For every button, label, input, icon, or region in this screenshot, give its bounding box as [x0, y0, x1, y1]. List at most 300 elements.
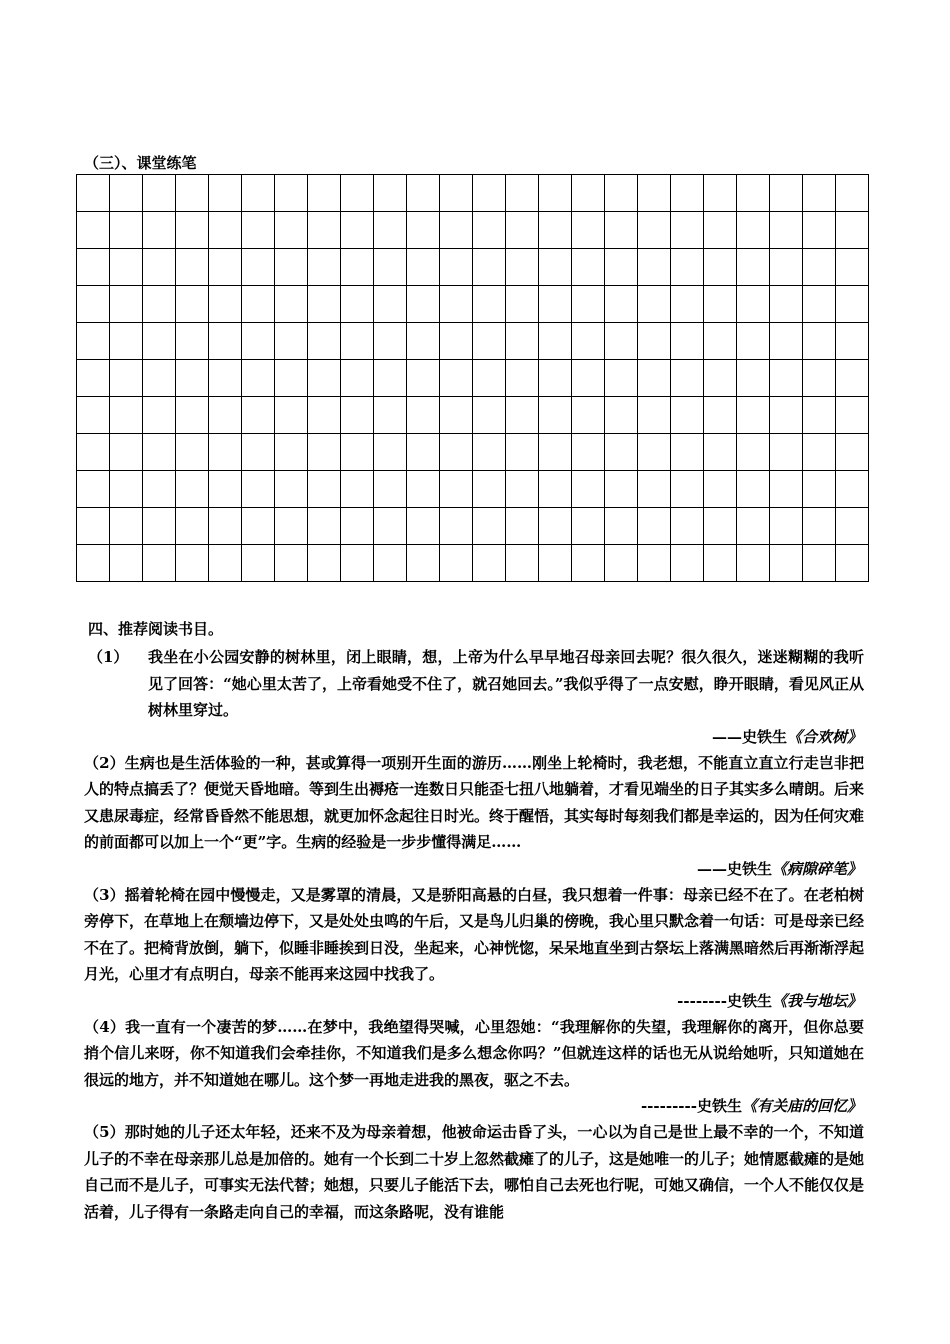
passage-1 — [84, 644, 864, 724]
grid-cell — [803, 434, 836, 471]
grid-cell — [704, 434, 737, 471]
grid-cell — [836, 545, 869, 582]
grid-cell — [803, 249, 836, 286]
grid-cell — [836, 212, 869, 249]
grid-cell — [671, 508, 704, 545]
passage-text: 我一直有一个凄苦的梦……在梦中，我绝望得哭喊，心里怨她：“我理解你的失望，我理解你的离开，但你总要捎个信儿来呀，你不知道我们会牵挂你，不知道我们是多么想念你吗？”但就连这样的话也无从说给她听，只知道她在很远的地方，并不知道她在哪儿。这个梦一再地走进我的黑夜，驱之不去。 — [84, 1017, 864, 1089]
reading-section-title: 四、推荐阅读书目。 — [88, 620, 224, 638]
grid-row — [77, 397, 869, 434]
grid-row — [77, 471, 869, 508]
passage-source — [84, 1093, 862, 1119]
grid-cell — [737, 249, 770, 286]
grid-cell — [176, 471, 209, 508]
grid-cell — [572, 508, 605, 545]
grid-cell — [176, 212, 209, 249]
grid-cell — [242, 397, 275, 434]
grid-cell — [275, 471, 308, 508]
grid-cell — [341, 286, 374, 323]
grid-cell — [836, 360, 869, 397]
grid-cell — [407, 249, 440, 286]
grid-cell — [770, 434, 803, 471]
passage-number: （2） — [84, 753, 125, 772]
grid-cell — [440, 360, 473, 397]
grid-cell — [110, 323, 143, 360]
grid-cell — [605, 286, 638, 323]
grid-cell — [341, 212, 374, 249]
grid-cell — [770, 323, 803, 360]
grid-cell — [407, 360, 440, 397]
grid-cell — [110, 471, 143, 508]
grid-cell — [572, 286, 605, 323]
grid-row — [77, 360, 869, 397]
grid-cell — [242, 545, 275, 582]
grid-row — [77, 249, 869, 286]
grid-cell — [506, 360, 539, 397]
grid-cell — [176, 360, 209, 397]
grid-cell — [638, 212, 671, 249]
grid-cell — [539, 397, 572, 434]
source-book: 《病隙碎笔》 — [771, 859, 862, 878]
grid-cell — [473, 286, 506, 323]
grid-cell — [209, 434, 242, 471]
grid-cell — [803, 471, 836, 508]
grid-cell — [308, 323, 341, 360]
grid-cell — [770, 249, 803, 286]
grid-cell — [539, 212, 572, 249]
grid-cell — [737, 471, 770, 508]
source-author: ——史铁生 — [711, 727, 787, 746]
grid-cell — [506, 434, 539, 471]
grid-cell — [308, 249, 341, 286]
passage-5 — [84, 1119, 864, 1225]
grid-cell — [638, 286, 671, 323]
grid-cell — [77, 212, 110, 249]
grid-cell — [770, 286, 803, 323]
grid-cell — [506, 323, 539, 360]
grid-cell — [110, 397, 143, 434]
passage-number: （5） — [84, 1123, 125, 1141]
grid-cell — [572, 212, 605, 249]
grid-cell — [176, 397, 209, 434]
grid-cell — [374, 360, 407, 397]
grid-cell — [737, 545, 770, 582]
grid-cell — [671, 175, 704, 212]
grid-row — [77, 212, 869, 249]
grid-cell — [539, 434, 572, 471]
grid-cell — [308, 286, 341, 323]
grid-cell — [605, 175, 638, 212]
grid-cell — [110, 508, 143, 545]
grid-cell — [374, 286, 407, 323]
grid-cell — [143, 545, 176, 582]
source-book: 《有关庙的回忆》 — [741, 1097, 862, 1115]
grid-cell — [539, 545, 572, 582]
grid-cell — [176, 175, 209, 212]
grid-cell — [341, 434, 374, 471]
writing-grid — [76, 174, 869, 582]
grid-cell — [671, 545, 704, 582]
grid-cell — [374, 508, 407, 545]
grid-cell — [770, 508, 803, 545]
grid-cell — [407, 471, 440, 508]
grid-cell — [473, 249, 506, 286]
grid-cell — [242, 360, 275, 397]
grid-cell — [143, 471, 176, 508]
grid-cell — [473, 175, 506, 212]
passage-text: 摇着轮椅在园中慢慢走，又是雾罩的清晨，又是骄阳高悬的白昼，我只想着一件事：母亲已经不在了。在老柏树旁停下，在草地上在颓墙边停下，又是处处虫鸣的午后，又是鸟儿归巢的傍晚，我心里只默念着一句话：可是母亲已经不在了。把椅背放倒，躺下，似睡非睡挨到日没，坐起来，心神恍惚，呆呆地直坐到古祭坛上落满黑暗然后再渐渐浮起月光，心里才有点明白，母亲不能再来这园中找我了。 — [84, 885, 865, 983]
grid-cell — [341, 360, 374, 397]
grid-cell — [473, 508, 506, 545]
grid-cell — [671, 471, 704, 508]
grid-cell — [143, 508, 176, 545]
grid-cell — [737, 508, 770, 545]
passage-text: 那时她的儿子还太年轻，还来不及为母亲着想，他被命运击昏了头，一心以为自己是世上最不幸的一个，不知道儿子的不幸在母亲那儿总是加倍的。她有一个长到二十岁上忽然截瘫了的儿子，这是她唯一的儿子；她情愿截瘫的是她自己而不是儿子，可事实无法代替；她想，只要儿子能活下去，哪怕自己去死也行呢，可她又确信，一个人不能仅仅是活着，儿子得有一条路走向自己的幸福，而这条路呢，没有谁能 — [84, 1123, 865, 1221]
passage-source — [84, 856, 862, 882]
grid-cell — [110, 434, 143, 471]
grid-cell — [440, 212, 473, 249]
recommended-reading — [84, 618, 864, 1225]
grid-cell — [407, 175, 440, 212]
grid-cell — [440, 508, 473, 545]
grid-cell — [407, 212, 440, 249]
grid-cell — [539, 508, 572, 545]
grid-cell — [572, 249, 605, 286]
grid-cell — [176, 323, 209, 360]
grid-cell — [671, 249, 704, 286]
grid-cell — [605, 508, 638, 545]
grid-cell — [704, 397, 737, 434]
grid-cell — [77, 175, 110, 212]
grid-cell — [539, 471, 572, 508]
grid-cell — [737, 360, 770, 397]
grid-cell — [308, 545, 341, 582]
grid-cell — [737, 212, 770, 249]
grid-cell — [803, 360, 836, 397]
grid-cell — [572, 434, 605, 471]
grid-cell — [308, 434, 341, 471]
grid-cell — [143, 360, 176, 397]
grid-cell — [506, 545, 539, 582]
grid-cell — [539, 360, 572, 397]
grid-cell — [737, 323, 770, 360]
grid-cell — [242, 471, 275, 508]
grid-cell — [308, 508, 341, 545]
grid-cell — [407, 434, 440, 471]
grid-cell — [77, 545, 110, 582]
grid-cell — [209, 249, 242, 286]
grid-cell — [176, 508, 209, 545]
grid-cell — [242, 212, 275, 249]
grid-cell — [836, 175, 869, 212]
grid-cell — [209, 471, 242, 508]
grid-cell — [110, 360, 143, 397]
grid-cell — [77, 249, 110, 286]
passage-number: （4） — [84, 1017, 126, 1036]
grid-cell — [110, 286, 143, 323]
grid-cell — [638, 323, 671, 360]
grid-cell — [209, 212, 242, 249]
grid-cell — [506, 508, 539, 545]
grid-cell — [671, 323, 704, 360]
grid-cell — [77, 508, 110, 545]
grid-cell — [275, 212, 308, 249]
grid-cell — [704, 286, 737, 323]
grid-cell — [770, 545, 803, 582]
grid-cell — [143, 323, 176, 360]
grid-cell — [605, 545, 638, 582]
grid-cell — [605, 212, 638, 249]
grid-cell — [275, 508, 308, 545]
grid-cell — [275, 323, 308, 360]
grid-cell — [605, 434, 638, 471]
grid-cell — [242, 175, 275, 212]
grid-cell — [242, 434, 275, 471]
grid-cell — [242, 508, 275, 545]
grid-cell — [110, 249, 143, 286]
grid-cell — [836, 471, 869, 508]
grid-cell — [836, 397, 869, 434]
grid-cell — [605, 471, 638, 508]
grid-cell — [176, 249, 209, 286]
grid-cell — [407, 286, 440, 323]
passage-number: （3） — [84, 885, 125, 904]
grid-cell — [737, 175, 770, 212]
grid-cell — [803, 508, 836, 545]
grid-cell — [473, 434, 506, 471]
grid-cell — [77, 434, 110, 471]
grid-cell — [110, 545, 143, 582]
grid-row — [77, 323, 869, 360]
grid-cell — [374, 249, 407, 286]
grid-cell — [803, 545, 836, 582]
grid-cell — [506, 471, 539, 508]
grid-cell — [407, 397, 440, 434]
grid-cell — [308, 471, 341, 508]
grid-row — [77, 545, 869, 582]
grid-row — [77, 175, 869, 212]
grid-cell — [209, 323, 242, 360]
grid-cell — [209, 360, 242, 397]
grid-cell — [737, 434, 770, 471]
grid-cell — [407, 323, 440, 360]
grid-cell — [308, 397, 341, 434]
grid-cell — [77, 471, 110, 508]
grid-cell — [605, 323, 638, 360]
grid-cell — [275, 286, 308, 323]
grid-cell — [770, 360, 803, 397]
grid-cell — [77, 360, 110, 397]
grid-cell — [440, 545, 473, 582]
grid-cell — [704, 323, 737, 360]
grid-cell — [374, 545, 407, 582]
grid-cell — [209, 397, 242, 434]
grid-cell — [341, 545, 374, 582]
grid-cell — [638, 397, 671, 434]
grid-cell — [671, 212, 704, 249]
grid-cell — [242, 249, 275, 286]
grid-cell — [473, 397, 506, 434]
grid-cell — [671, 397, 704, 434]
grid-cell — [704, 545, 737, 582]
grid-cell — [770, 175, 803, 212]
grid-cell — [440, 471, 473, 508]
grid-cell — [275, 249, 308, 286]
grid-cell — [440, 286, 473, 323]
grid-cell — [704, 175, 737, 212]
grid-cell — [704, 471, 737, 508]
grid-cell — [704, 360, 737, 397]
grid-cell — [539, 286, 572, 323]
grid-cell — [143, 212, 176, 249]
passage-source — [84, 724, 862, 750]
grid-cell — [209, 286, 242, 323]
source-book: 《合欢树》 — [786, 727, 862, 746]
grid-cell — [836, 249, 869, 286]
grid-cell — [209, 545, 242, 582]
grid-cell — [671, 286, 704, 323]
grid-cell — [275, 175, 308, 212]
grid-cell — [539, 175, 572, 212]
grid-cell — [803, 212, 836, 249]
grid-row — [77, 508, 869, 545]
grid-cell — [275, 360, 308, 397]
grid-cell — [308, 360, 341, 397]
grid-cell — [638, 249, 671, 286]
grid-cell — [374, 212, 407, 249]
grid-cell — [242, 323, 275, 360]
passage-source — [84, 988, 862, 1014]
grid-cell — [308, 175, 341, 212]
grid-cell — [242, 286, 275, 323]
grid-cell — [572, 360, 605, 397]
grid-cell — [275, 434, 308, 471]
grid-cell — [440, 175, 473, 212]
grid-cell — [374, 397, 407, 434]
grid-cell — [506, 249, 539, 286]
source-book: 《我与地坛》 — [771, 991, 862, 1010]
grid-cell — [341, 323, 374, 360]
grid-cell — [539, 249, 572, 286]
grid-cell — [407, 508, 440, 545]
grid-cell — [440, 397, 473, 434]
passage-text: 我坐在小公园安静的树林里，闭上眼睛，想，上帝为什么早早地召母亲回去呢？很久很久，迷迷糊糊的我听见了回答：“她心里太苦了，上帝看她受不住了，就召她回去。”我似乎得了一点安慰，睁开眼睛，看见风正从树林里穿过。 — [148, 648, 864, 719]
grid-cell — [143, 286, 176, 323]
grid-cell — [704, 212, 737, 249]
grid-cell — [77, 286, 110, 323]
grid-cell — [638, 434, 671, 471]
grid-cell — [770, 397, 803, 434]
grid-cell — [803, 286, 836, 323]
grid-cell — [704, 508, 737, 545]
grid-cell — [110, 212, 143, 249]
grid-cell — [110, 175, 143, 212]
grid-cell — [803, 175, 836, 212]
grid-cell — [440, 249, 473, 286]
passage-3 — [84, 882, 864, 988]
grid-cell — [572, 471, 605, 508]
grid-cell — [143, 249, 176, 286]
grid-cell — [572, 175, 605, 212]
source-author: --------史铁生 — [677, 991, 772, 1010]
grid-cell — [803, 397, 836, 434]
grid-cell — [275, 545, 308, 582]
grid-cell — [473, 323, 506, 360]
grid-cell — [770, 471, 803, 508]
grid-cell — [341, 397, 374, 434]
grid-cell — [605, 360, 638, 397]
grid-cell — [374, 175, 407, 212]
grid-cell — [638, 545, 671, 582]
grid-cell — [671, 434, 704, 471]
grid-cell — [638, 471, 671, 508]
grid-cell — [836, 323, 869, 360]
grid-row — [77, 434, 869, 471]
grid-cell — [605, 397, 638, 434]
grid-cell — [77, 397, 110, 434]
grid-cell — [836, 508, 869, 545]
grid-cell — [440, 434, 473, 471]
passage-2 — [84, 750, 864, 856]
grid-cell — [473, 545, 506, 582]
grid-cell — [506, 286, 539, 323]
grid-cell — [77, 323, 110, 360]
grid-cell — [341, 471, 374, 508]
grid-cell — [572, 545, 605, 582]
grid-cell — [176, 434, 209, 471]
grid-cell — [440, 323, 473, 360]
grid-row — [77, 286, 869, 323]
grid-cell — [341, 508, 374, 545]
grid-cell — [473, 212, 506, 249]
grid-cell — [341, 249, 374, 286]
grid-cell — [572, 397, 605, 434]
grid-cell — [473, 471, 506, 508]
grid-cell — [473, 360, 506, 397]
grid-cell — [803, 323, 836, 360]
grid-cell — [506, 397, 539, 434]
grid-cell — [209, 175, 242, 212]
grid-cell — [704, 249, 737, 286]
grid-cell — [341, 175, 374, 212]
grid-cell — [176, 286, 209, 323]
grid-cell — [506, 212, 539, 249]
grid-cell — [374, 471, 407, 508]
grid-cell — [539, 323, 572, 360]
grid-cell — [275, 397, 308, 434]
practice-section-title: （三）、课堂练笔 — [84, 154, 197, 172]
grid-cell — [308, 212, 341, 249]
grid-cell — [770, 212, 803, 249]
grid-cell — [374, 434, 407, 471]
grid-cell — [836, 434, 869, 471]
grid-cell — [176, 545, 209, 582]
grid-cell — [143, 434, 176, 471]
grid-cell — [638, 175, 671, 212]
grid-cell — [671, 360, 704, 397]
passage-number: （1） — [88, 648, 129, 666]
source-author: ——史铁生 — [696, 859, 772, 878]
grid-cell — [638, 360, 671, 397]
grid-cell — [572, 323, 605, 360]
grid-cell — [143, 175, 176, 212]
grid-cell — [374, 323, 407, 360]
source-author: ---------史铁生 — [640, 1097, 742, 1115]
grid-cell — [209, 508, 242, 545]
grid-cell — [143, 397, 176, 434]
passage-text: 生病也是生活体验的一种，甚或算得一项别开生面的游历……刚坐上轮椅时，我老想，不能直立直立行走岂非把人的特点搞丢了？便觉天昏地暗。等到生出褥疮一连数日只能歪七扭八地躺着，才看见端坐的日子其实多么晴朗。后来又患尿毒症，经常昏昏然不能思想，就更加怀念起往日时光。终于醒悟，其实每时每刻我们都是幸运的，因为任何灾难的前面都可以加上一个“更”字。生病的经验是一步步懂得满足…… — [84, 753, 865, 851]
grid-cell — [407, 545, 440, 582]
grid-cell — [605, 249, 638, 286]
